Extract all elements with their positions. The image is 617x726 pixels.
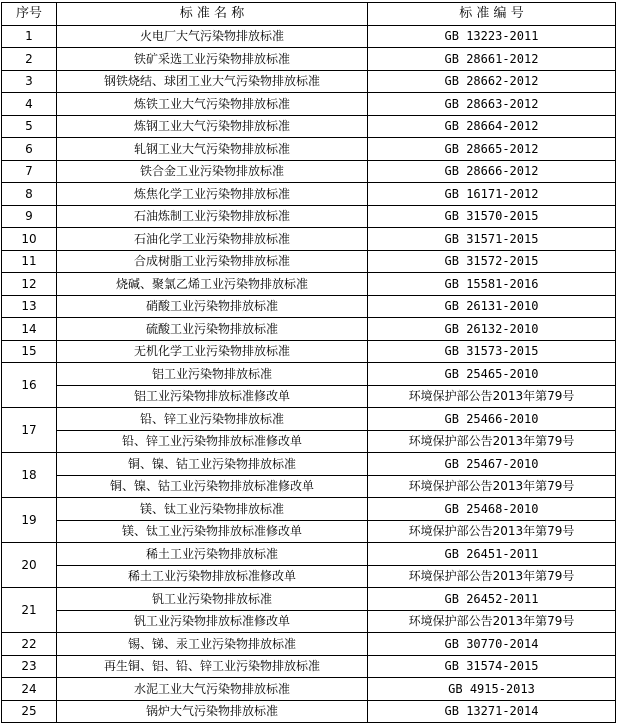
table-row — [2, 70, 616, 93]
standard-name-cell: 炼钢工业大气污染物排放标准 — [57, 115, 368, 138]
standard-code-cell: GB 26131-2010 — [368, 295, 616, 318]
table-row — [2, 520, 616, 543]
standard-code-cell: GB 31573-2015 — [368, 340, 616, 363]
standard-code-cell: GB 25467-2010 — [368, 453, 616, 476]
standard-code-cell: 环境保护部公告2013年第79号 — [368, 475, 616, 498]
standard-name-cell: 钒工业污染物排放标准修改单 — [57, 610, 368, 633]
table-row — [2, 250, 616, 273]
serial-number-cell: 3 — [2, 70, 57, 93]
standard-name-cell: 铝工业污染物排放标准修改单 — [57, 385, 368, 408]
table-row — [2, 430, 616, 453]
table-row — [2, 205, 616, 228]
standard-name-cell: 铜、镍、钴工业污染物排放标准修改单 — [57, 475, 368, 498]
table-row — [2, 48, 616, 71]
table-row — [2, 633, 616, 656]
serial-number-cell: 17 — [2, 408, 57, 453]
table-row — [2, 700, 616, 723]
serial-number-cell: 13 — [2, 295, 57, 318]
header-row — [2, 3, 616, 26]
serial-number-cell: 11 — [2, 250, 57, 273]
standard-code-cell: GB 31574-2015 — [368, 655, 616, 678]
table-body — [2, 25, 616, 723]
standard-name-cell: 铁合金工业污染物排放标准 — [57, 160, 368, 183]
header-standard-code: 标 准 编 号 — [368, 3, 616, 26]
standard-code-cell: 环境保护部公告2013年第79号 — [368, 385, 616, 408]
serial-number-cell: 8 — [2, 183, 57, 206]
standard-code-cell: GB 26452-2011 — [368, 588, 616, 611]
header-serial-number: 序号 — [2, 3, 57, 26]
standard-name-cell: 炼焦化学工业污染物排放标准 — [57, 183, 368, 206]
serial-number-cell: 9 — [2, 205, 57, 228]
serial-number-cell: 20 — [2, 543, 57, 588]
table-row — [2, 655, 616, 678]
standard-name-cell: 稀土工业污染物排放标准修改单 — [57, 565, 368, 588]
standard-code-cell: GB 28661-2012 — [368, 48, 616, 71]
standard-code-cell: 环境保护部公告2013年第79号 — [368, 520, 616, 543]
standard-name-cell: 锡、锑、汞工业污染物排放标准 — [57, 633, 368, 656]
serial-number-cell: 21 — [2, 588, 57, 633]
standard-code-cell: GB 28666-2012 — [368, 160, 616, 183]
serial-number-cell: 24 — [2, 678, 57, 701]
table-row — [2, 678, 616, 701]
serial-number-cell: 16 — [2, 363, 57, 408]
serial-number-cell: 4 — [2, 93, 57, 116]
serial-number-cell: 1 — [2, 25, 57, 48]
standard-name-cell: 烧碱、聚氯乙烯工业污染物排放标准 — [57, 273, 368, 296]
standard-name-cell: 再生铜、铝、铅、锌工业污染物排放标准 — [57, 655, 368, 678]
table-row — [2, 543, 616, 566]
serial-number-cell: 15 — [2, 340, 57, 363]
table-row — [2, 295, 616, 318]
standard-code-cell: GB 31571-2015 — [368, 228, 616, 251]
standard-code-cell: GB 16171-2012 — [368, 183, 616, 206]
table-row — [2, 408, 616, 431]
table-header — [2, 3, 616, 26]
serial-number-cell: 19 — [2, 498, 57, 543]
standard-code-cell: GB 28664-2012 — [368, 115, 616, 138]
table-row — [2, 565, 616, 588]
standard-code-cell: GB 26451-2011 — [368, 543, 616, 566]
table-row — [2, 340, 616, 363]
table-row — [2, 385, 616, 408]
serial-number-cell: 18 — [2, 453, 57, 498]
table-row — [2, 363, 616, 386]
standard-code-cell: GB 31572-2015 — [368, 250, 616, 273]
table-row — [2, 318, 616, 341]
standard-name-cell: 炼铁工业大气污染物排放标准 — [57, 93, 368, 116]
standard-code-cell: GB 28665-2012 — [368, 138, 616, 161]
standard-name-cell: 镁、钛工业污染物排放标准 — [57, 498, 368, 521]
serial-number-cell: 2 — [2, 48, 57, 71]
standard-name-cell: 无机化学工业污染物排放标准 — [57, 340, 368, 363]
standard-name-cell: 铅、锌工业污染物排放标准修改单 — [57, 430, 368, 453]
serial-number-cell: 7 — [2, 160, 57, 183]
table-row — [2, 183, 616, 206]
standard-name-cell: 硝酸工业污染物排放标准 — [57, 295, 368, 318]
standard-name-cell: 铝工业污染物排放标准 — [57, 363, 368, 386]
standard-code-cell: 环境保护部公告2013年第79号 — [368, 565, 616, 588]
standard-name-cell: 火电厂大气污染物排放标准 — [57, 25, 368, 48]
standard-name-cell: 轧钢工业大气污染物排放标准 — [57, 138, 368, 161]
standard-name-cell: 锅炉大气污染物排放标准 — [57, 700, 368, 723]
standard-name-cell: 水泥工业大气污染物排放标准 — [57, 678, 368, 701]
standard-code-cell: GB 25465-2010 — [368, 363, 616, 386]
serial-number-cell: 12 — [2, 273, 57, 296]
serial-number-cell: 25 — [2, 700, 57, 723]
standard-name-cell: 合成树脂工业污染物排放标准 — [57, 250, 368, 273]
standard-code-cell: GB 15581-2016 — [368, 273, 616, 296]
serial-number-cell: 23 — [2, 655, 57, 678]
serial-number-cell: 5 — [2, 115, 57, 138]
standard-code-cell: GB 4915-2013 — [368, 678, 616, 701]
standard-code-cell: GB 25466-2010 — [368, 408, 616, 431]
standard-name-cell: 钢铁烧结、球团工业大气污染物排放标准 — [57, 70, 368, 93]
table-row — [2, 453, 616, 476]
standard-name-cell: 铅、锌工业污染物排放标准 — [57, 408, 368, 431]
standard-name-cell: 石油化学工业污染物排放标准 — [57, 228, 368, 251]
standard-name-cell: 铁矿采选工业污染物排放标准 — [57, 48, 368, 71]
serial-number-cell: 22 — [2, 633, 57, 656]
standard-code-cell: 环境保护部公告2013年第79号 — [368, 610, 616, 633]
standard-code-cell: GB 26132-2010 — [368, 318, 616, 341]
standard-code-cell: 环境保护部公告2013年第79号 — [368, 430, 616, 453]
table-row — [2, 273, 616, 296]
table-row — [2, 228, 616, 251]
table-row — [2, 138, 616, 161]
serial-number-cell: 6 — [2, 138, 57, 161]
table-row — [2, 588, 616, 611]
table-row — [2, 475, 616, 498]
header-standard-name: 标 准 名 称 — [57, 3, 368, 26]
standard-code-cell: GB 28663-2012 — [368, 93, 616, 116]
table-row — [2, 610, 616, 633]
standard-name-cell: 铜、镍、钴工业污染物排放标准 — [57, 453, 368, 476]
standard-code-cell: GB 13271-2014 — [368, 700, 616, 723]
table-row — [2, 93, 616, 116]
table-row — [2, 25, 616, 48]
standard-code-cell: GB 31570-2015 — [368, 205, 616, 228]
standard-name-cell: 稀土工业污染物排放标准 — [57, 543, 368, 566]
standard-name-cell: 石油炼制工业污染物排放标准 — [57, 205, 368, 228]
table-row — [2, 115, 616, 138]
table-row — [2, 498, 616, 521]
standard-name-cell: 镁、钛工业污染物排放标准修改单 — [57, 520, 368, 543]
standard-code-cell: GB 30770-2014 — [368, 633, 616, 656]
serial-number-cell: 14 — [2, 318, 57, 341]
standard-code-cell: GB 13223-2011 — [368, 25, 616, 48]
table-row — [2, 160, 616, 183]
standard-name-cell: 钒工业污染物排放标准 — [57, 588, 368, 611]
standards-table — [1, 2, 616, 723]
standard-code-cell: GB 25468-2010 — [368, 498, 616, 521]
serial-number-cell: 10 — [2, 228, 57, 251]
standard-name-cell: 硫酸工业污染物排放标准 — [57, 318, 368, 341]
standard-code-cell: GB 28662-2012 — [368, 70, 616, 93]
